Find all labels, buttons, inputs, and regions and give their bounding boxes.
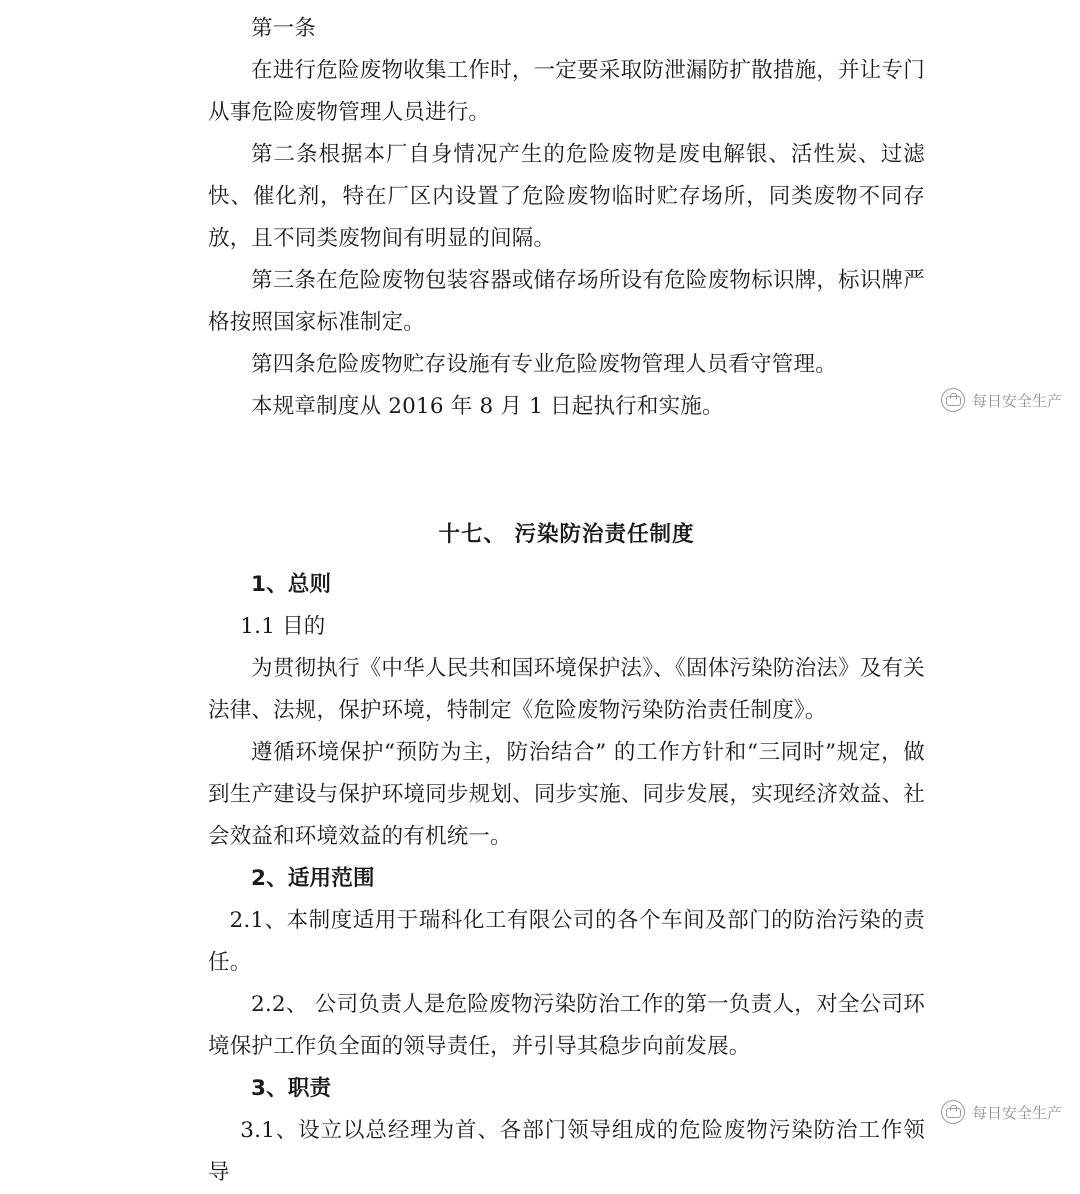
paragraph-5: 第四条危险废物贮存设施有专业危险废物管理人员看守管理。 [251, 352, 837, 377]
section-title: 十七、 污染防治责任制度 [438, 522, 695, 547]
section-paragraph-4: 遵循环境保护“预防为主，防治结合” 的工作方针和“三同时”规定，做到生产建设与保护环境同步规划、同步实施、同步发展，实现经济效益、社会效益和环境效益的有机统一。 [208, 740, 925, 849]
watermark-bottom [941, 1100, 1062, 1124]
paragraph-3: 第二条根据本厂自身情况产生的危险废物是废电解银、活性炭、过滤快、催化剂，特在厂区内设置了危险废物临时贮存场所，同类废物不同存放，且不同类废物间有明显的间隔。 [208, 142, 925, 251]
watermark-top [941, 388, 1062, 412]
watermark-bottom-label: 每日安全生产 [971, 1103, 1062, 1122]
paragraph-2: 在进行危险废物收集工作时，一定要采取防泄漏防扩散措施，并让专门从事危险废物管理人员进行。 [208, 58, 925, 125]
watermark-top-label: 每日安全生产 [971, 391, 1062, 410]
section-paragraph-3: 为贯彻执行《中华人民共和国环境保护法》、《固体污染防治法》及有关法律、法规，保护环境，特制定《危险废物污染防治责任制度》。 [208, 656, 925, 723]
section-paragraph-6: 2.1、本制度适用于瑞科化工有限公司的各个车间及部门的防治污染的责任。 [208, 908, 925, 975]
section-paragraph-5: 2、适用范围 [251, 866, 375, 891]
wechat-account-icon [941, 388, 965, 412]
paragraph-6: 本规章制度从 2016 年 8 月 1 日起执行和实施。 [251, 394, 724, 419]
wechat-account-icon [941, 1100, 965, 1124]
paragraph-4: 第三条在危险废物包装容器或储存场所设有危险废物标识牌，标识牌严格按照国家标准制定。 [208, 268, 925, 335]
section-spacer [208, 428, 925, 514]
paragraph-1: 第一条 [251, 16, 317, 41]
section-paragraph-7: 2.2、 公司负责人是危险废物污染防治工作的第一负责人，对全公司环境保护工作负全面的领导责任，并引导其稳步向前发展。 [208, 992, 925, 1059]
section-paragraph-8: 3、职责 [251, 1076, 332, 1101]
section-paragraph-1: 1、总则 [251, 572, 332, 597]
title-gap [208, 556, 925, 564]
section-paragraph-2: 1.1 目的 [240, 614, 326, 639]
section-paragraph-9: 3.1、设立以总经理为首、各部门领导组成的危险废物污染防治工作领导 [208, 1118, 925, 1185]
